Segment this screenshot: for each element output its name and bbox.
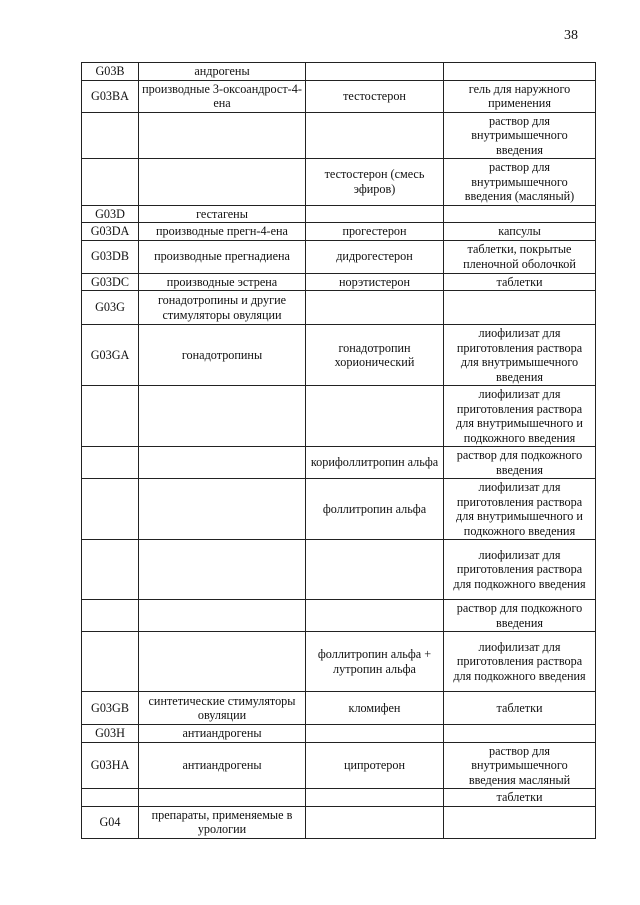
drug-name-cell [306,205,444,223]
atc-code-cell: G03D [82,205,139,223]
pharmacological-group-cell: гестагены [139,205,306,223]
table-row [82,692,596,725]
dosage-form-cell: лиофилизат для приготовления раствора для внутримышечного и подкожного введения [444,386,596,447]
drug-name-cell: прогестерон [306,223,444,241]
drug-name-cell [306,540,444,600]
atc-code-cell: G03GB [82,692,139,725]
atc-code-cell [82,159,139,206]
atc-code-cell [82,600,139,632]
table-row [82,386,596,447]
atc-code-cell [82,540,139,600]
drug-name-cell: кломифен [306,692,444,725]
table-row [82,63,596,81]
atc-code-cell: G03DC [82,273,139,291]
pharmacological-group-cell [139,159,306,206]
table-row [82,479,596,540]
atc-code-cell: G03DA [82,223,139,241]
atc-code-cell: G03DB [82,240,139,273]
dosage-form-cell: таблетки [444,273,596,291]
atc-code-cell: G04 [82,806,139,838]
pharmacological-group-cell: производные прегнадиена [139,240,306,273]
pharmacological-group-cell: андрогены [139,63,306,81]
drug-name-cell [306,63,444,81]
dosage-form-cell: раствор для подкожного введения [444,600,596,632]
atc-code-cell: G03HA [82,742,139,789]
pharmacological-group-cell: препараты, применяемые в урологии [139,806,306,838]
pharmacological-group-cell [139,112,306,159]
dosage-form-cell: раствор для внутримышечного введения [444,112,596,159]
drug-name-cell [306,725,444,743]
dosage-form-cell [444,806,596,838]
atc-code-cell: G03G [82,291,139,325]
table-row [82,223,596,241]
dosage-form-cell [444,63,596,81]
atc-code-cell [82,479,139,540]
pharmacological-group-cell [139,386,306,447]
pharmacological-group-cell: гонадотропины [139,325,306,386]
table-row [82,112,596,159]
atc-code-cell: G03BA [82,80,139,112]
page-number: 38 [564,28,578,43]
drug-name-cell [306,600,444,632]
atc-code-cell [82,112,139,159]
table-body [82,63,596,839]
dosage-form-cell: таблетки [444,692,596,725]
drug-name-cell [306,789,444,807]
atc-code-cell [82,447,139,479]
dosage-form-cell: таблетки [444,789,596,807]
table-row [82,205,596,223]
atc-code-cell [82,386,139,447]
pharmacological-group-cell: гонадотропины и другие стимуляторы овуляции [139,291,306,325]
drug-name-cell: фоллитропин альфа + лутропин альфа [306,632,444,692]
drug-name-cell [306,806,444,838]
pharmacological-group-cell: производные 3-оксоандрост-4-ена [139,80,306,112]
atc-code-cell: G03GA [82,325,139,386]
pharmacological-group-cell: синтетические стимуляторы овуляции [139,692,306,725]
dosage-form-cell [444,725,596,743]
table-row [82,540,596,600]
drug-name-cell: тестостерон (смесь эфиров) [306,159,444,206]
atc-code-cell: G03B [82,63,139,81]
dosage-form-cell: капсулы [444,223,596,241]
table-row [82,600,596,632]
dosage-form-cell [444,205,596,223]
dosage-form-cell: лиофилизат для приготовления раствора для подкожного введения [444,540,596,600]
pharmacological-group-cell: производные эстрена [139,273,306,291]
drug-name-cell [306,291,444,325]
table-row [82,806,596,838]
drug-name-cell: тестостерон [306,80,444,112]
table-row [82,789,596,807]
drug-classification-table [81,62,596,839]
table-row [82,325,596,386]
dosage-form-cell: раствор для внутримышечного введения масляный [444,742,596,789]
table-row [82,240,596,273]
pharmacological-group-cell [139,632,306,692]
table-row [82,632,596,692]
drug-name-cell: норэтистерон [306,273,444,291]
atc-code-cell [82,632,139,692]
drug-name-cell: гонадотропин хорионический [306,325,444,386]
pharmacological-group-cell [139,600,306,632]
dosage-form-cell: лиофилизат для приготовления раствора для внутримышечного введения [444,325,596,386]
dosage-form-cell: таблетки, покрытые пленочной оболочкой [444,240,596,273]
table-row [82,447,596,479]
pharmacological-group-cell [139,540,306,600]
pharmacological-group-cell: производные прегн-4-ена [139,223,306,241]
dosage-form-cell: раствор для внутримышечного введения (масляный) [444,159,596,206]
table-row [82,159,596,206]
table-row [82,291,596,325]
table-row [82,80,596,112]
drug-name-cell: корифоллитропин альфа [306,447,444,479]
atc-code-cell: G03H [82,725,139,743]
pharmacological-group-cell [139,789,306,807]
dosage-form-cell: лиофилизат для приготовления раствора для подкожного введения [444,632,596,692]
pharmacological-group-cell [139,479,306,540]
pharmacological-group-cell: антиандрогены [139,742,306,789]
drug-name-cell: дидрогестерон [306,240,444,273]
table-row [82,742,596,789]
drug-name-cell: ципротерон [306,742,444,789]
dosage-form-cell [444,291,596,325]
dosage-form-cell: гель для наружного применения [444,80,596,112]
drug-name-cell [306,112,444,159]
drug-name-cell: фоллитропин альфа [306,479,444,540]
pharmacological-group-cell: антиандрогены [139,725,306,743]
dosage-form-cell: лиофилизат для приготовления раствора для внутримышечного и подкожного введения [444,479,596,540]
drug-name-cell [306,386,444,447]
table-row [82,725,596,743]
table-row [82,273,596,291]
atc-code-cell [82,789,139,807]
pharmacological-group-cell [139,447,306,479]
dosage-form-cell: раствор для подкожного введения [444,447,596,479]
